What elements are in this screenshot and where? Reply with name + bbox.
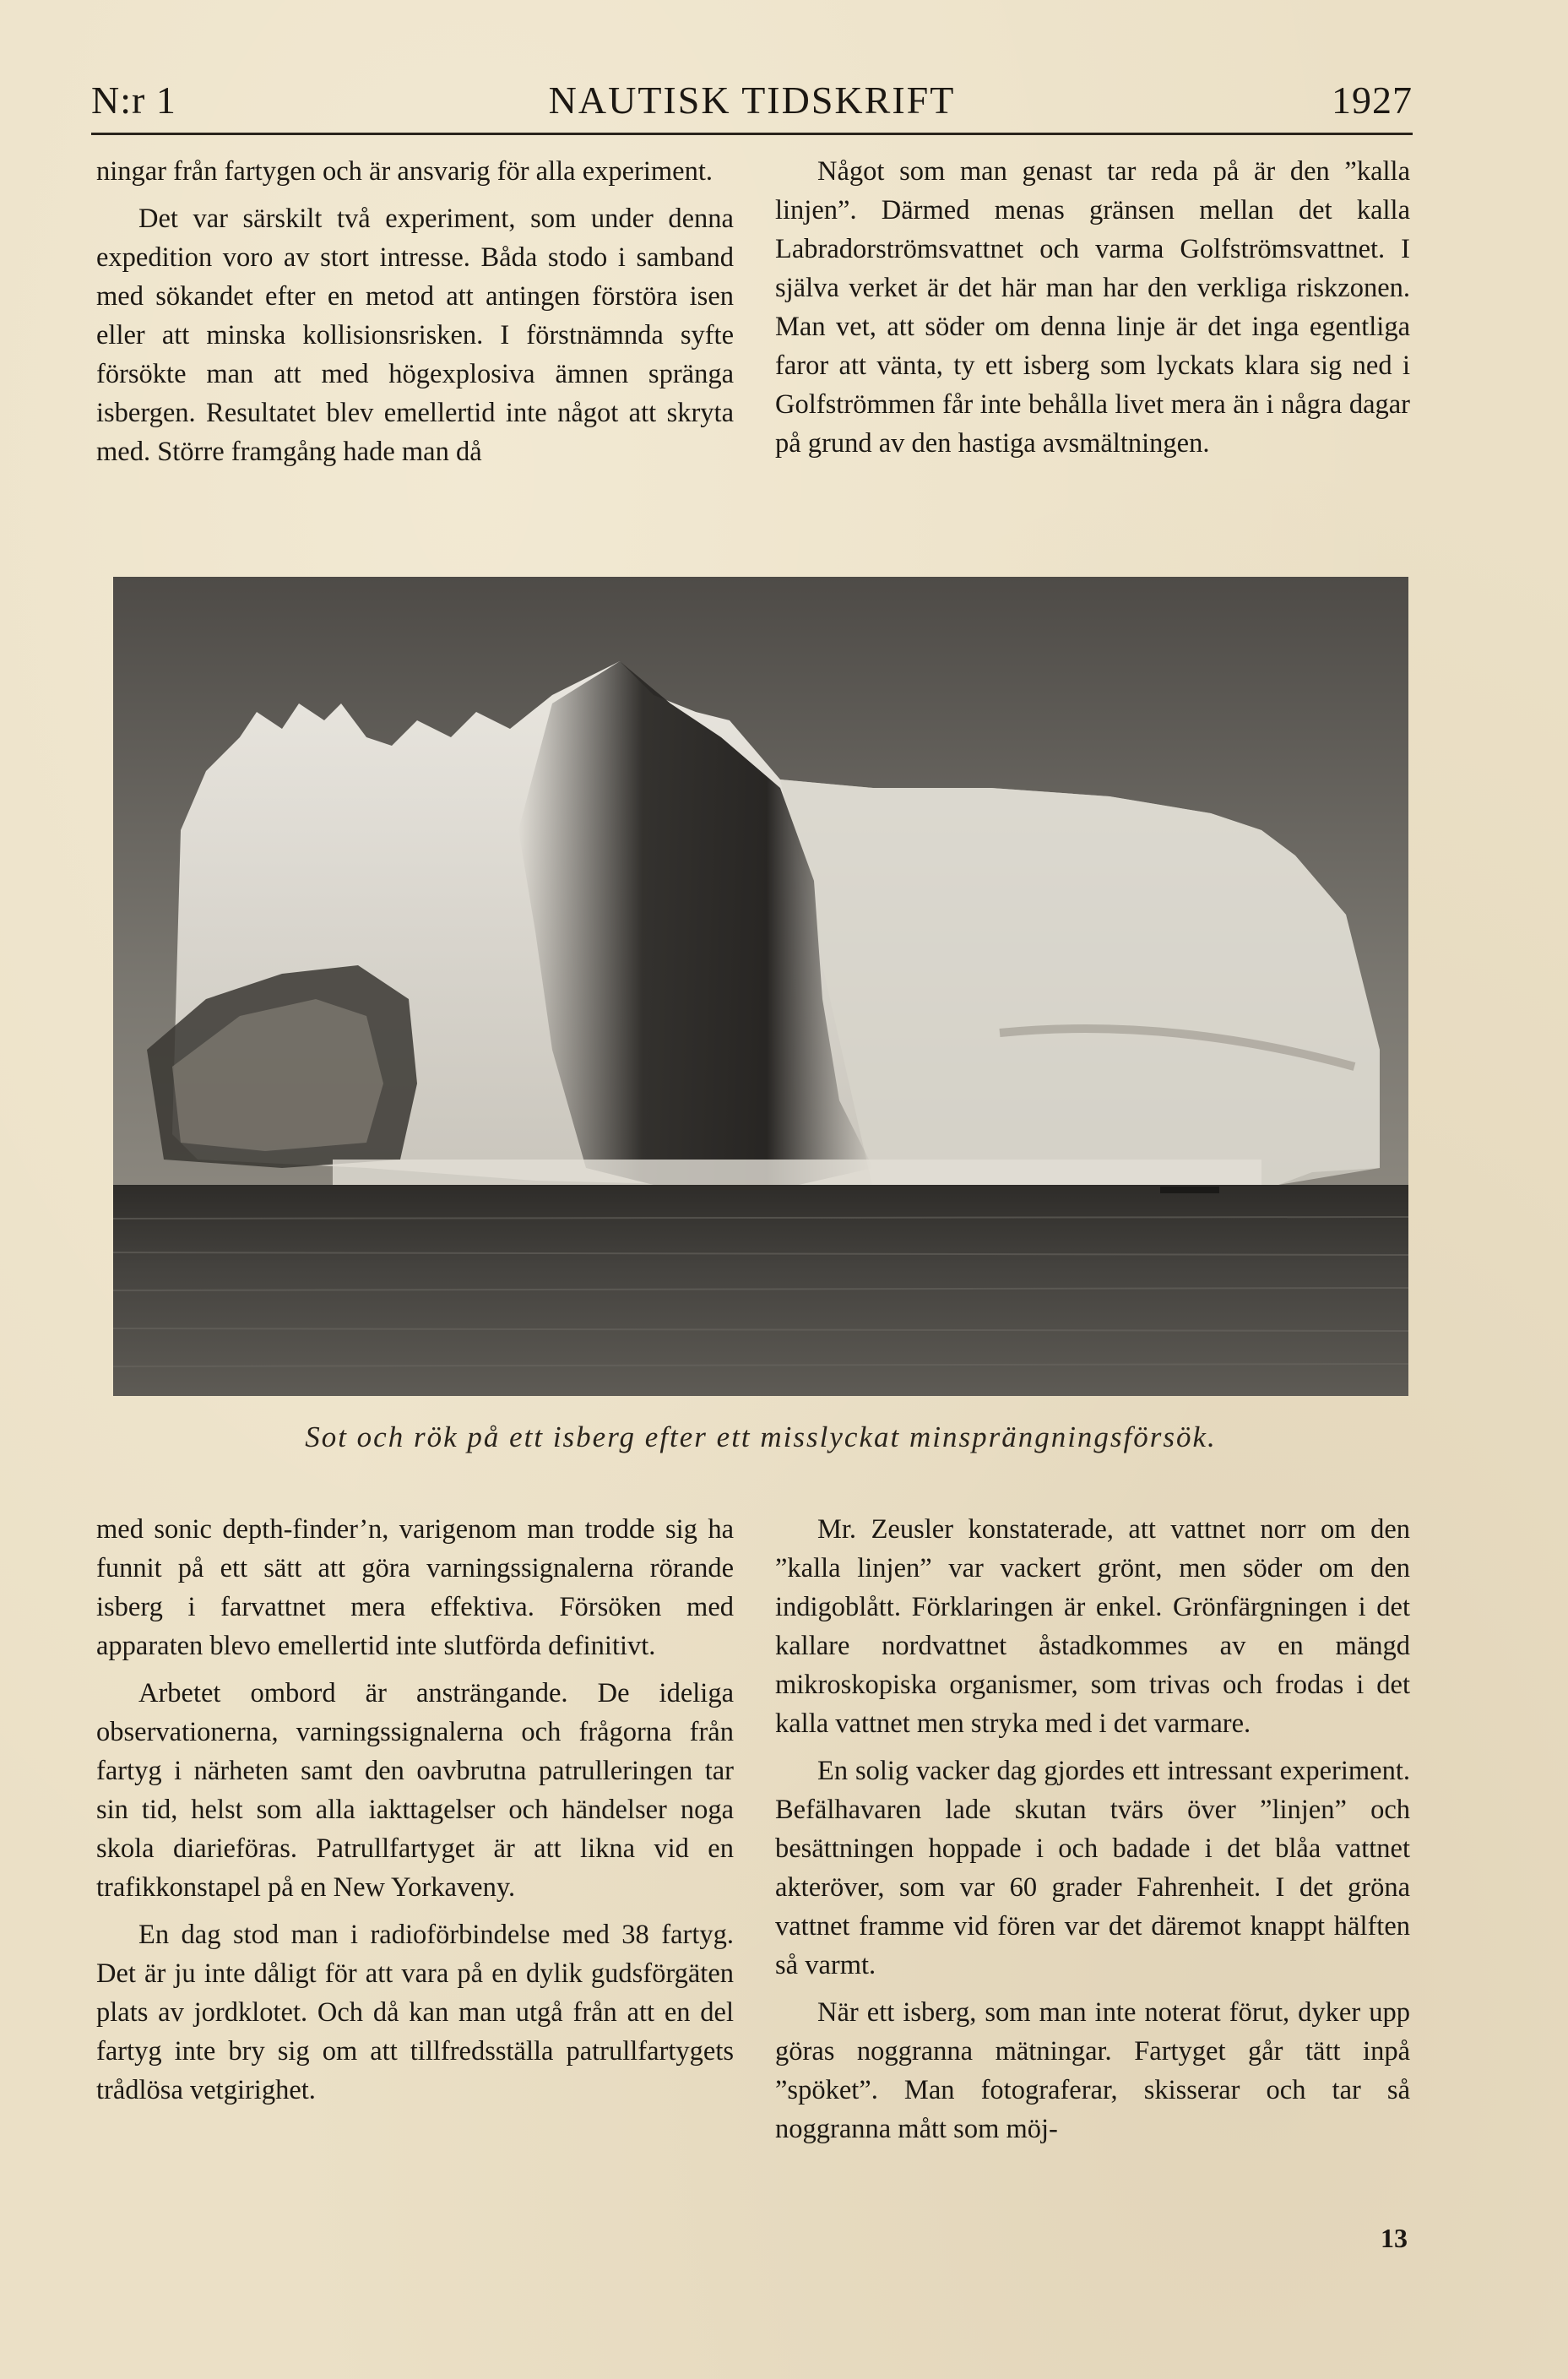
journal-title: NAUTISK TIDSKRIFT <box>548 79 956 122</box>
column-bottom-right <box>775 1510 1410 2148</box>
page-number: 13 <box>1381 2223 1408 2253</box>
paragraph: Mr. Zeusler konstaterade, att vattnet norr om den ”kalla linjen” var vackert grönt, men söder om den indigoblått. Förklaringen är enkel. Grönfärgningen i det kallare nordvattnet åstadkommes av en mängd mikroskopiska organismer, som trivas och frodas i det kalla vattnet men stryka med i det varmare. <box>775 1514 1410 1739</box>
paragraph: ningar från fartygen och är ansvarig för alla experiment. <box>96 156 713 187</box>
header-rule <box>91 133 1413 135</box>
paragraph: En solig vacker dag gjordes ett intressant experiment. Befälhavaren lade skutan tvärs över ”linjen” och besättningen hoppade i och badade i det blåa vattnet akteröver, som var 60 grader Fahrenheit. I det gröna vattnet framme vid fören var det däremot knappt hälften så varmt. <box>775 1756 1410 1980</box>
column-bottom-left <box>96 1510 734 2110</box>
paragraph: Arbetet ombord är ansträngande. De ideliga observationerna, varningssignalerna och frågorna från fartyg i närheten samt den oavbrutna patrulleringen tar sin tid, helst som alla iakttagelser och händelser noga skola diarieföras. Patrullfartyget är att likna vid en trafikkonstapel på en New Yorkaveny. <box>96 1678 734 1903</box>
paragraph: Något som man genast tar reda på är den ”kalla linjen”. Därmed menas gränsen mellan det kalla Labradorströmsvattnet och varma Golfströmsvattnet. I själva verket är det här man har den verkliga riskzonen. Man vet, att söder om denna linje är det inga egentliga faror att vänta, ty ett isberg som lyckats klara sig ned i Golfströmmen får inte behålla livet mera än i några dagar på grund av den hastiga avsmältningen. <box>775 156 1410 459</box>
paragraph: När ett isberg, som man inte noterat förut, dyker upp göras noggranna mätningar. Fartyget går tätt inpå ”spöket”. Man fotograferar, skisserar och tar så noggranna mått som möj- <box>775 1997 1410 2144</box>
iceberg-photo <box>113 577 1408 1396</box>
publication-year: 1927 <box>1332 79 1413 122</box>
paragraph: En dag stod man i radioförbindelse med 38 fartyg. Det är ju inte dåligt för att vara på en dylik gudsförgäten plats av jordklotet. Och då kan man utgå från att en del fartyg inte bry sig om att tillfredsställa patrullfartygets trådlösa vetgirighet. <box>96 1920 734 2105</box>
paragraph: med sonic depth-finder’n, varigenom man trodde sig ha funnit på ett sätt att göra varningssignalerna rörande isberg i farvattnet mera effektiva. Försöken med apparaten blevo emellertid inte slutförda definitivt. <box>96 1514 734 1661</box>
paragraph: Det var särskilt två experiment, som under denna expedition voro av stort intresse. Båda stodo i samband med sökandet efter en metod att antingen förstöra isen eller att minska kollisionsrisken. I förstnämnda syfte försökte man att med högexplosiva ämnen spränga isbergen. Resultatet blev emellertid inte något att skryta med. Större framgång hade man då <box>96 204 734 467</box>
photo-caption: Sot och rök på ett isberg efter ett misslyckat minsprängningsförsök. <box>305 1420 1217 1453</box>
column-top-left <box>96 152 734 471</box>
issue-number: N:r 1 <box>91 79 176 122</box>
page-header <box>91 78 1413 128</box>
column-top-right <box>775 152 1410 463</box>
